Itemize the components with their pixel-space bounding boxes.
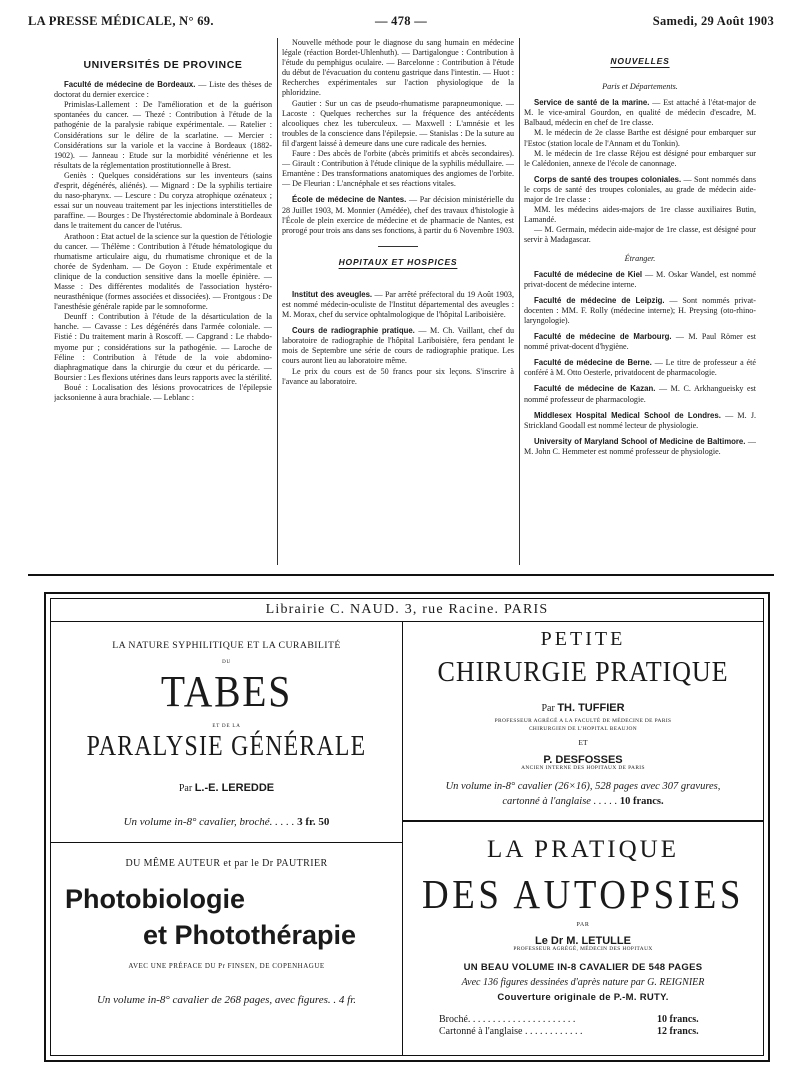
tabes-volume <box>51 816 402 828</box>
paragraph-text: — M. Ch. Vaillant, chef du laboratoire de radiographie de l'hôpital Lariboisière, fera pendant le mois de Septembre une série de cours de radiographie pratique. Les cours auront lieu au laboratoire même. <box>282 326 514 366</box>
tabes-du: DU <box>222 660 231 665</box>
paragraph-lead: University of Maryland School of Medicine de Baltimore. <box>534 436 746 446</box>
article-body <box>524 98 756 245</box>
photo-title2-wrap <box>143 920 393 951</box>
photo-title2: et Photothérapie <box>143 920 357 950</box>
tabes-vol-desc: Un volume in-8° cavalier, broché. . . . . <box>123 816 295 828</box>
page-number: — 478 — <box>374 14 428 28</box>
autopsies-line1: LA PRATIQUE <box>486 836 680 863</box>
paragraph <box>282 149 514 189</box>
chirurgie-prof2: ANCIEN INTERNE DES HOPITAUX DE PARIS <box>521 765 645 771</box>
paragraph-lead: Faculté de médecine de Marbourg. <box>534 332 672 342</box>
paragraph-text: — M. C. Arkhangueisky est nommé professeur de pharmacologie. <box>524 384 756 404</box>
par-label: Par <box>178 783 193 794</box>
paragraph-text: Deunff : Contribution à l'étude de la désarticulation de la hanche. — Cavasse : Les dégénérés dans l'armée coloniale. — Fistié : Du traitement marin à Roscoff. — Capgrand : Le rhabdo-myome pur ; considérations sur la pathogénie. — Laroche de Féline : Contribution à l'étude de la voie abdomino-diaphragmatique dans la chirurgie du cœur et du péricarde. — Boursier : Les flexions utérines dans leurs rapports avec la stérilité. <box>54 312 272 382</box>
autopsies-cover: Couverture originale de P.-M. RUTY. <box>497 992 669 1003</box>
journal-name: LA PRESSE MÉDICALE, N° 69. <box>28 14 214 28</box>
autopsies-title-wrap <box>403 870 763 918</box>
paragraph-text: — Le titre de professeur a été conféré à M. Otto Oesterle, privatdocent de pharmacologie. <box>524 358 756 378</box>
paragraph-lead: Institut des aveugles. <box>292 289 373 299</box>
article-body <box>282 38 514 236</box>
paragraph-text: — Est attaché à l'état-major de M. le vice-amiral Gourdon, en qualité de médecin d'escadre, M. Balbaud, médecin en chef de 1re classe. <box>524 98 756 128</box>
advertisement <box>44 592 770 1062</box>
paragraph-text: Le prix du cours est de 50 francs pour six leçons. S'inscrire à l'avance au laboratoire. <box>282 366 514 386</box>
paragraph-text: — Sont nommés privat-docenten : MM. F. Rolly (médecine interne); H. Preysing (oto-rhino-laryngologie). <box>524 295 756 325</box>
tabes-author: L.-E. LEREDDE <box>194 782 275 794</box>
paragraph-text: — M. Germain, médecin aide-major de 1re classe, est désigné pour servir à Madagascar. <box>524 225 756 245</box>
autopsies-prof: PROFESSEUR AGRÉGÉ, MÉDECIN DES HOPITAUX <box>513 946 653 952</box>
paragraph-lead: Cours de radiographie pratique. <box>292 326 415 336</box>
tabes-title-wrap <box>51 666 402 717</box>
tabes-etdela: ET DE LA <box>212 724 241 729</box>
paragraph <box>524 332 756 352</box>
paralysie-title-wrap <box>51 730 402 763</box>
chirurgie-petite: PETITE <box>540 628 626 650</box>
paragraph <box>282 290 514 320</box>
chirurgie-prof1b: CHIRURGIEN DE L'HOPITAL BEAUJON <box>528 726 638 732</box>
paragraph-text: — M. Paul Römer est nommé privat-docent d'hygiène. <box>524 332 756 352</box>
subsection-etranger: Étranger. <box>624 253 656 263</box>
photo-price: 4 fr. <box>338 994 357 1006</box>
paragraph-text: — M. Oskar Wandel, est nommé privat-docent de médecine interne. <box>524 269 756 289</box>
paragraph-text: — Par décision ministérielle du 28 Juillet 1903, M. Monnier (Amédée), chef des travaux d'histologie à l'École de plein exercice de médecine et de pharmacie de Nantes, est prorogé pour trois ans dans ses fonctions, à partir du 6 Novembre 1903. <box>282 195 514 235</box>
photo-title1: Photobiologie <box>65 884 245 914</box>
paragraph <box>282 99 514 149</box>
subsection-paris: Paris et Départements. <box>602 82 678 92</box>
autopsies-carton-label: Cartonné à l'anglaise . . . . . . . . . . . . <box>439 1026 583 1037</box>
paragraph-text: Faure : Des abcès de l'orbite (abcès primitifs et abcès secondaires). — Girault : Contribution à l'étude clinique de la syphilis médullaire. — Ernantène : Des transformations anatomiques des angiomes de l'orbite. — De Fleurian : L'ancnéphale et ses réactions vitales. <box>282 149 514 189</box>
paragraph-text: — M. John C. Hemmeter est nommé professeur de physiologie. <box>524 436 756 456</box>
autopsies-author: Le Dr M. LETULLE <box>535 935 631 947</box>
column-middle <box>282 38 514 565</box>
column-nouvelles <box>524 38 756 565</box>
column-divider <box>277 38 278 565</box>
paragraph <box>524 411 756 431</box>
photo-preface: AVEC UNE PRÉFACE DU Pr FINSEN, DE COPENHAGUE <box>128 962 325 970</box>
paragraph <box>54 171 272 232</box>
chirurgie-vol2 <box>403 796 763 807</box>
article-body <box>524 270 756 457</box>
publisher-banner: Librairie C. NAUD. 3, rue Racine. PARIS <box>51 599 763 622</box>
paragraph <box>282 326 514 366</box>
ad-divider <box>403 820 763 822</box>
autopsies-broche-price: 10 francs. <box>657 1014 699 1025</box>
chirurgie-title: CHIRURGIE PRATIQUE <box>437 656 729 688</box>
chirurgie-prof1a: PROFESSEUR AGRÉGÉ A LA FACULTÉ DE MÉDECINE DE PARIS <box>494 718 672 724</box>
paragraph <box>524 296 756 326</box>
paragraph <box>54 100 272 171</box>
chirurgie-price: 10 francs. <box>619 796 664 807</box>
article-body <box>54 80 272 403</box>
issue-date: Samedi, 29 Août 1903 <box>652 14 774 28</box>
paragraph-lead: Faculté de médecine de Berne. <box>534 358 652 368</box>
chirurgie-title-wrap <box>403 656 763 689</box>
chirurgie-author1: TH. TUFFIER <box>557 702 625 714</box>
paragraph-lead: Faculté de médecine de Kiel <box>534 269 643 279</box>
paragraph-text: MM. les médecins aides-majors de 1re classe auxiliaires Butin, Lamandé. <box>524 205 756 225</box>
paragraph-lead: Faculté de médecine de Bordeaux. <box>64 80 196 90</box>
paragraph <box>54 80 272 100</box>
paragraph-lead: Service de santé de la marine. <box>534 98 650 108</box>
photo-title1-wrap <box>65 884 395 915</box>
paragraph-lead: École de médecine de Nantes. <box>292 195 407 205</box>
chirurgie-et: ET <box>578 738 588 747</box>
section-title-nouvelles: NOUVELLES <box>610 56 670 66</box>
autopsies-par: PAR <box>576 922 590 928</box>
paragraph <box>524 437 756 457</box>
article-body <box>282 290 514 387</box>
paragraph-text: Nouvelle méthode pour le diagnose du sang humain en médecine légale (réaction Bordet-Uhlenhuth). — Dartigalongue : Contribution à l'étude du pemphigus oculaire. — Barcelonne : Contribution à l'étude du début de l'évacuation du contenu gastrique dans l'intestin. — Huot : Recherches expérimentales sur l'action physiologique de la phloridzine. <box>282 38 514 98</box>
column-divider <box>519 38 520 565</box>
section-title-universites: UNIVERSITÉS DE PROVINCE <box>83 59 243 71</box>
autopsies-broche-label: Broché. . . . . . . . . . . . . . . . . . . . . . <box>439 1014 576 1025</box>
photo-subtitle: DU MÊME AUTEUR et par le Dr PAUTRIER <box>125 858 328 869</box>
section-title-hopitaux: HOPITAUX ET HOSPICES <box>338 256 458 267</box>
chirurgie-vol2-desc: cartonné à l'anglaise . . . . . <box>502 796 618 807</box>
paragraph-text: Primislas-Lallement : De l'amélioration et de la guérison spontanées du cancer. — Thezé : Contribution à l'étude de la pathogénie de la paralysie rabique expérimentale. — Ratelier : Considérations sur le délire de la scarlatine. — Mercier : Considérations sur la variole et la vaccine à Bordeaux (1882-1902). — Janneau : Etude sur la morbidité vénérienne et les résultats de la réglementation prostitutionnelle à Brest. <box>54 100 272 170</box>
paragraph-lead: Corps de santé des troupes coloniales. <box>534 174 682 184</box>
paragraph <box>524 128 756 148</box>
par-label: Par <box>541 703 555 714</box>
tabes-title: TABES <box>160 667 293 716</box>
paragraph-text: Geniès : Quelques considérations sur les inventeurs (sains d'esprit, dégénérés, aliénés). — Mignard : De la syphilis tertiaire du naso-pharynx. — Lescure : Du coryza atrophique ozénateux ; essai sur un nouveau traitement par les injections interstitielles de paraffine. — Bourges : De l'hystérectomie abdominale à Bordeaux dans le traitement du cancer de l'utérus. <box>54 170 272 231</box>
chirurgie-author2: P. DESFOSSES <box>543 754 623 766</box>
paragraph-text: Arathoon : Etat actuel de la science sur la question de l'étiologie du cancer. — Thélème : Contribution à l'étude hématologique du rhumatisme articulaire aigu, du rhumatisme chronique et de la chorée de Sydenham. — De Goyon : Etude expérimentale et clinique de la conduction sensitive dans la moelle épinière. — Masse : Des différentes modalités de l'association hystéro-neurasthénique (formes associées et dissociées). — Frontgous : De l'anesthésie générale rapide par le somnoforme. <box>54 231 272 312</box>
ad-right-column <box>403 622 763 1055</box>
page-header <box>28 14 774 32</box>
paragraph-text: — Par arrêté préfectoral du 19 Août 1903, est nommé médecin-oculiste de l'Institut départemental des aveugles : M. Morax, chef du service ophtalmologique de l'hôpital Lariboisière. <box>282 289 514 320</box>
paralysie-title: PARALYSIE GÉNÉRALE <box>86 730 367 762</box>
horizontal-rule <box>28 574 774 576</box>
paragraph-text: — Liste des thèses de doctorat du dernier exercice : <box>54 80 272 100</box>
chirurgie-byline <box>403 702 763 714</box>
paragraph-lead: Faculté de médecine de Leipzig. <box>534 295 665 305</box>
paragraph-text: — M. J. Strickland Goodall est nommé lecteur de physiologie. <box>524 410 756 430</box>
paragraph-text: M. le médecin de 1re classe Réjou est désigné pour embarquer sur le Calédonien, annexe de l'école de canonnage. <box>524 148 756 168</box>
ad-left-column <box>51 622 403 1055</box>
paragraph <box>282 195 514 235</box>
tabes-byline <box>51 782 402 794</box>
divider <box>378 246 418 247</box>
photo-vol-desc: Un volume in-8° cavalier de 268 pages, avec figures. . <box>96 994 337 1006</box>
paragraph <box>524 358 756 378</box>
tabes-subtitle: LA NATURE SYPHILITIQUE ET LA CURABILITÉ <box>112 640 341 651</box>
ad-divider <box>51 842 402 843</box>
paragraph-lead: Middlesex Hospital Medical School de Londres. <box>534 410 721 420</box>
chirurgie-vol1: Un volume in-8° cavalier (26×16), 528 pages avec 307 gravures, <box>445 781 721 792</box>
paragraph-text: M. le médecin de 2e classe Barthe est désigné pour embarquer sur l'Estoc (station locale de l'Annam et du Tonkin). <box>524 128 756 148</box>
paragraph-text: Gautier : Sur un cas de pseudo-rhumatisme parapneumonique. — Lacoste : Quelques recherches sur la fréquence des antécédents alcooliques chez les tuberculeux. — Maxwell : L'amnésie et les troubles de la conscience dans l'épilepsie. — Stanislas : De la suture au fil d'argent laissé à demeure dans une cure radicale des hernies. <box>282 98 514 148</box>
paragraph <box>524 384 756 404</box>
paragraph <box>524 270 756 290</box>
autopsies-figs: Avec 136 figures dessinées d'après nature par G. REIGNIER <box>461 977 705 988</box>
autopsies-title: DES AUTOPSIES <box>422 871 744 917</box>
paragraph <box>54 312 272 383</box>
paragraph-text: — Sont nommés dans le corps de santé des troupes coloniales, au grade de médecin aide-major de 1re classe : <box>524 174 756 205</box>
paragraph <box>282 367 514 387</box>
paragraph <box>54 232 272 313</box>
paragraph <box>524 225 756 245</box>
paragraph <box>524 149 756 169</box>
tabes-price: 3 fr. 50 <box>297 816 330 828</box>
autopsies-vol: UN BEAU VOLUME IN-8 CAVALIER DE 548 PAGES <box>463 962 703 973</box>
paragraph <box>524 98 756 128</box>
paragraph <box>54 383 272 403</box>
paragraph-lead: Faculté de médecine de Kazan. <box>534 384 656 394</box>
paragraph <box>524 205 756 225</box>
paragraph-text: Boué : Localisation des lésions provocatrices de l'épilepsie jacksonienne à aura brachiale. — Leblanc : <box>54 382 272 402</box>
advertisement-frame <box>50 598 764 1056</box>
column-universites <box>54 38 272 565</box>
paragraph <box>282 38 514 99</box>
paragraph <box>524 175 756 205</box>
autopsies-carton-price: 12 francs. <box>657 1026 699 1037</box>
photo-volume <box>51 994 402 1006</box>
